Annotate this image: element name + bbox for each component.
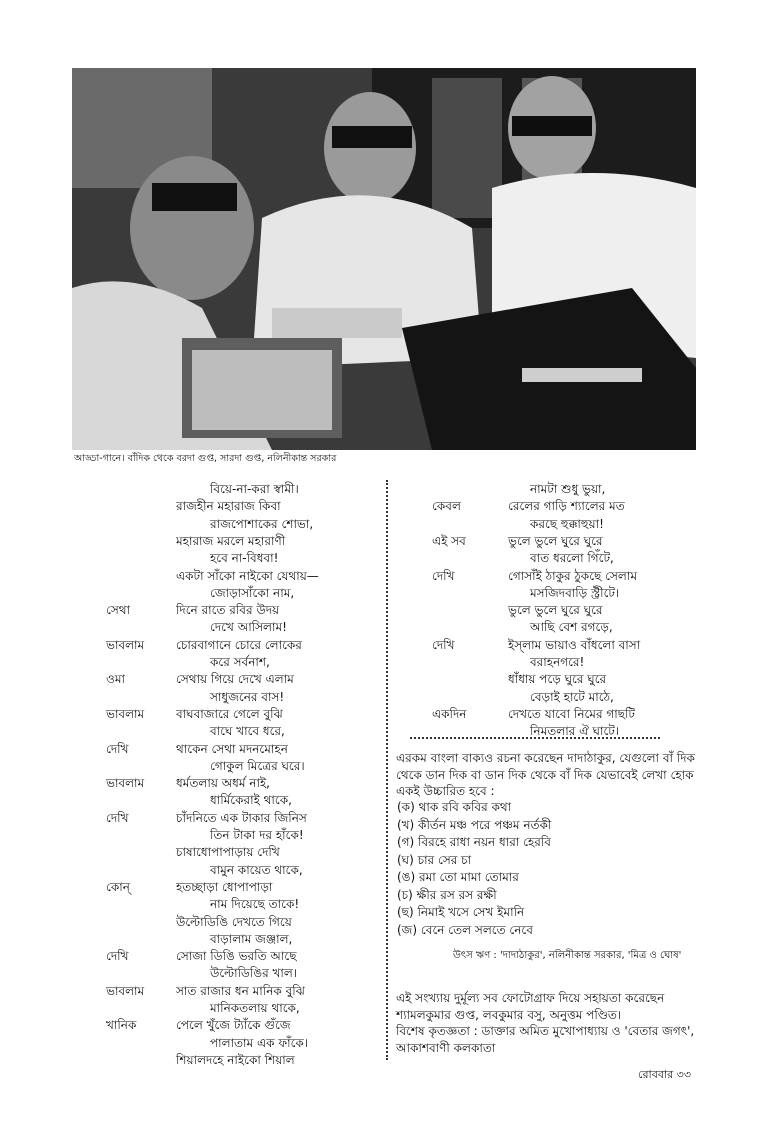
intro-line: একই উচ্চারিত হবে : [396,784,495,798]
poem-line: উল্টোডিঙি দেখতে গিয়ে [176,914,292,929]
dotted-rule [410,737,660,739]
poem-line: করছে হুক্কাহুয়া! [530,516,604,531]
poem-line: পেলে খুঁজে ট্যাঁকে গুঁজে [176,1018,291,1033]
poem-line: তিন টাকা দর হাঁকে! [210,828,304,842]
page-folio: রোববার ৩৩ [638,1068,691,1081]
poem-line: মহারাজ মরলে মহারাণী [176,533,286,548]
poem-lead-word: দেখি [106,810,129,825]
photo-caption: আড্ডা-গানে। বাঁদিক থেকে বরদা গুপ্ত, সারদা গুপ্ত, নলিনীকান্ত সরকার [74,453,337,464]
poem-line: রাজপোশাকের শোভা, [210,516,314,531]
poem-line: আছি বেশ রগড়ে, [530,620,613,635]
poem-line: দিনে রাতে রবির উদয় [176,603,280,618]
poem-lead-word: ওমা [106,672,125,687]
poem-line: নামটা শুধু ভুয়া, [530,482,606,496]
poem-line: ভুলে ভুলে ঘুরে ঘুরে [508,533,603,548]
credits-line: আকাশবাণী কলকাতা [396,1040,496,1055]
poem-lead-word: ভাবলাম [106,983,145,998]
poem-line: বাড়ালাম জঞ্জাল, [210,931,293,946]
palindrome-item: (ক) থাক রবি কবির কথা [397,800,512,814]
poem-line: বিয়ে-না-করা স্বামী। [210,482,299,496]
poem-lead-word: কেবল [432,499,461,514]
palindrome-item: (খ) কীর্তন মঞ্চ পরে পঞ্চম নর্তকী [397,817,552,832]
poem-lead-word: দেখি [106,949,129,964]
poem-lead-word: এই সব [432,533,466,548]
poem-line: হবে না-বিধবা! [210,551,279,566]
poem-line: ভুলে ভুলে ঘুরে ঘুরে [508,603,603,618]
poem-lead-word: একদিন [432,706,467,721]
poem-line: রাজহীন মহারাজ কিবা [176,499,281,514]
photo-credits [396,990,694,1056]
poem-line: বাঘবাজারে গেলে বুঝি [176,706,283,721]
poem-line: পালাতাম এক ফাঁকে। [210,1035,309,1050]
poem-line: রেলের গাড়ি শ্যালের মত [508,499,625,514]
poem-line: মসজিদবাড়ি স্ট্রীটে। [530,585,620,600]
credits-line: বিশেষ কৃতজ্ঞতা : ডাক্তার অমিত মুখোপাধ্যায় ও 'বেতার জগৎ', [396,1024,695,1038]
poem-line: সেথায় গিয়ে দেখে এলাম [176,672,294,687]
poem-line: থাকেন সেথা মদনমোহন [176,741,288,756]
poem-line: বাত ধরলো গিঁটে, [530,551,614,566]
palindrome-item: (ঘ) চার সের চা [397,852,472,867]
poem-line: ইস্‌লাম ভায়াও বাঁধলো বাসা [508,637,641,652]
palindrome-item: (গ) বিরহে রাধা নয়ন ধারা হেরবি [397,835,551,849]
poem-line: নাম দিয়েছে তাকে! [210,897,300,912]
poem-line: গোসাঁই ঠাকুর ঠুকছে সেলাম [508,568,637,583]
poem-line: ধাঁধায় পড়ে ঘুরে ঘুরে [508,672,607,687]
poem-line: চাঁদনিতে এক টাকার জিনিস [176,810,307,825]
palindrome-item: (চ) ক্ষীর রস রস রক্ষী [397,887,497,902]
poem-line: গোকুল মিত্রের ঘরে। [210,758,305,773]
poem-line: সাত রাজার ধন মানিক বুঝি [176,983,305,998]
palindrome-item: (জ) বেনে তেল সলতে নেবে [397,922,533,937]
poem-lead-word: ভাবলাম [106,706,145,721]
poem-line: সোজা ডিঙি ভরতি আছে [176,949,297,964]
poem-line: বেড়াই হাটে মাঠে, [530,689,614,704]
poem-lead-word: খানিক [106,1018,137,1033]
credits-line: এই সংখ্যায় দুর্মূল্য সব ফোটোগ্রাফ দিয়ে সহায়তা করেছেন [396,991,665,1005]
intro-line: থেকে ডান দিক বা ডান দিক থেকে বাঁ দিক যেভাবেই লেখা হোক [396,767,694,782]
poem-lead-word: ভাবলাম [106,637,145,652]
palindrome-item: (ছ) নিমাই খসে সেখ ইমানি [397,905,525,919]
poem-line: করে সর্বনাশ, [210,655,270,669]
poem-line: ধার্মিকেরাই থাকে, [210,793,292,808]
poem-line: ধর্মতলায় অধর্ম নাই, [176,776,270,791]
poem-line: বরাহনগরে! [530,655,585,669]
poem-line: দেখতে যাবো নিমের গাছটি [508,706,635,721]
poem-line: বাঘে খাবে ধরে, [210,724,285,739]
poem-lead-word: সেথা [106,603,131,618]
poem-line: বামুন কায়েত থাকে, [210,862,303,877]
poem-lead-word: দেখি [106,741,129,756]
column-divider [386,480,388,1060]
poem-line: জোড়াসাঁকো নাম, [210,585,295,600]
poem-line: একটা সাঁকো নাইকো যেথায়— [176,568,319,583]
poem-lead-word: ভাবলাম [106,776,145,791]
poem-lead-word: দেখি [432,637,455,652]
poem-line: সাধুজনের বাস! [210,689,285,704]
poem-line: চোরবাগানে চোরে লোকের [176,637,302,652]
poem-line: হতচ্ছাড়া ধোপাপাড়া [176,879,273,894]
palindrome-item: (ঙ) রমা তো মামা তোমার [397,870,519,884]
poem-line: মানিকতলায় থাকে, [210,1001,300,1015]
poem-line: নিমতলার ঐ ঘাটে। [530,724,620,739]
credits-line: শ্যামলকুমার গুপ্ত, লবকুমার বসু, অনুত্তম পণ্ডিত। [396,1007,622,1022]
poem-line: দেখে আসিলাম! [210,620,287,635]
archival-photo [72,68,696,450]
poem-line: শিয়ালদহে নাইকো শিয়াল [176,1052,295,1067]
intro-line: এরকম বাংলা বাক্যও রচনা করেছেন দাদাঠাকুর, যেগুলো বাঁ দিক [396,751,695,765]
poem-lead-word: দেখি [432,568,455,583]
poem-line: চাষাধোপাপাড়ায় দেখি [176,845,280,860]
source-credit: উৎস ঋণ : 'দাদাঠাকুর', নলিনীকান্ত সরকার, 'মিত্র ও ঘোষ' [453,950,682,961]
poem-lead-word: কোন্ [106,879,130,894]
poem-line: উল্টোডিঙির খাল। [210,966,298,981]
